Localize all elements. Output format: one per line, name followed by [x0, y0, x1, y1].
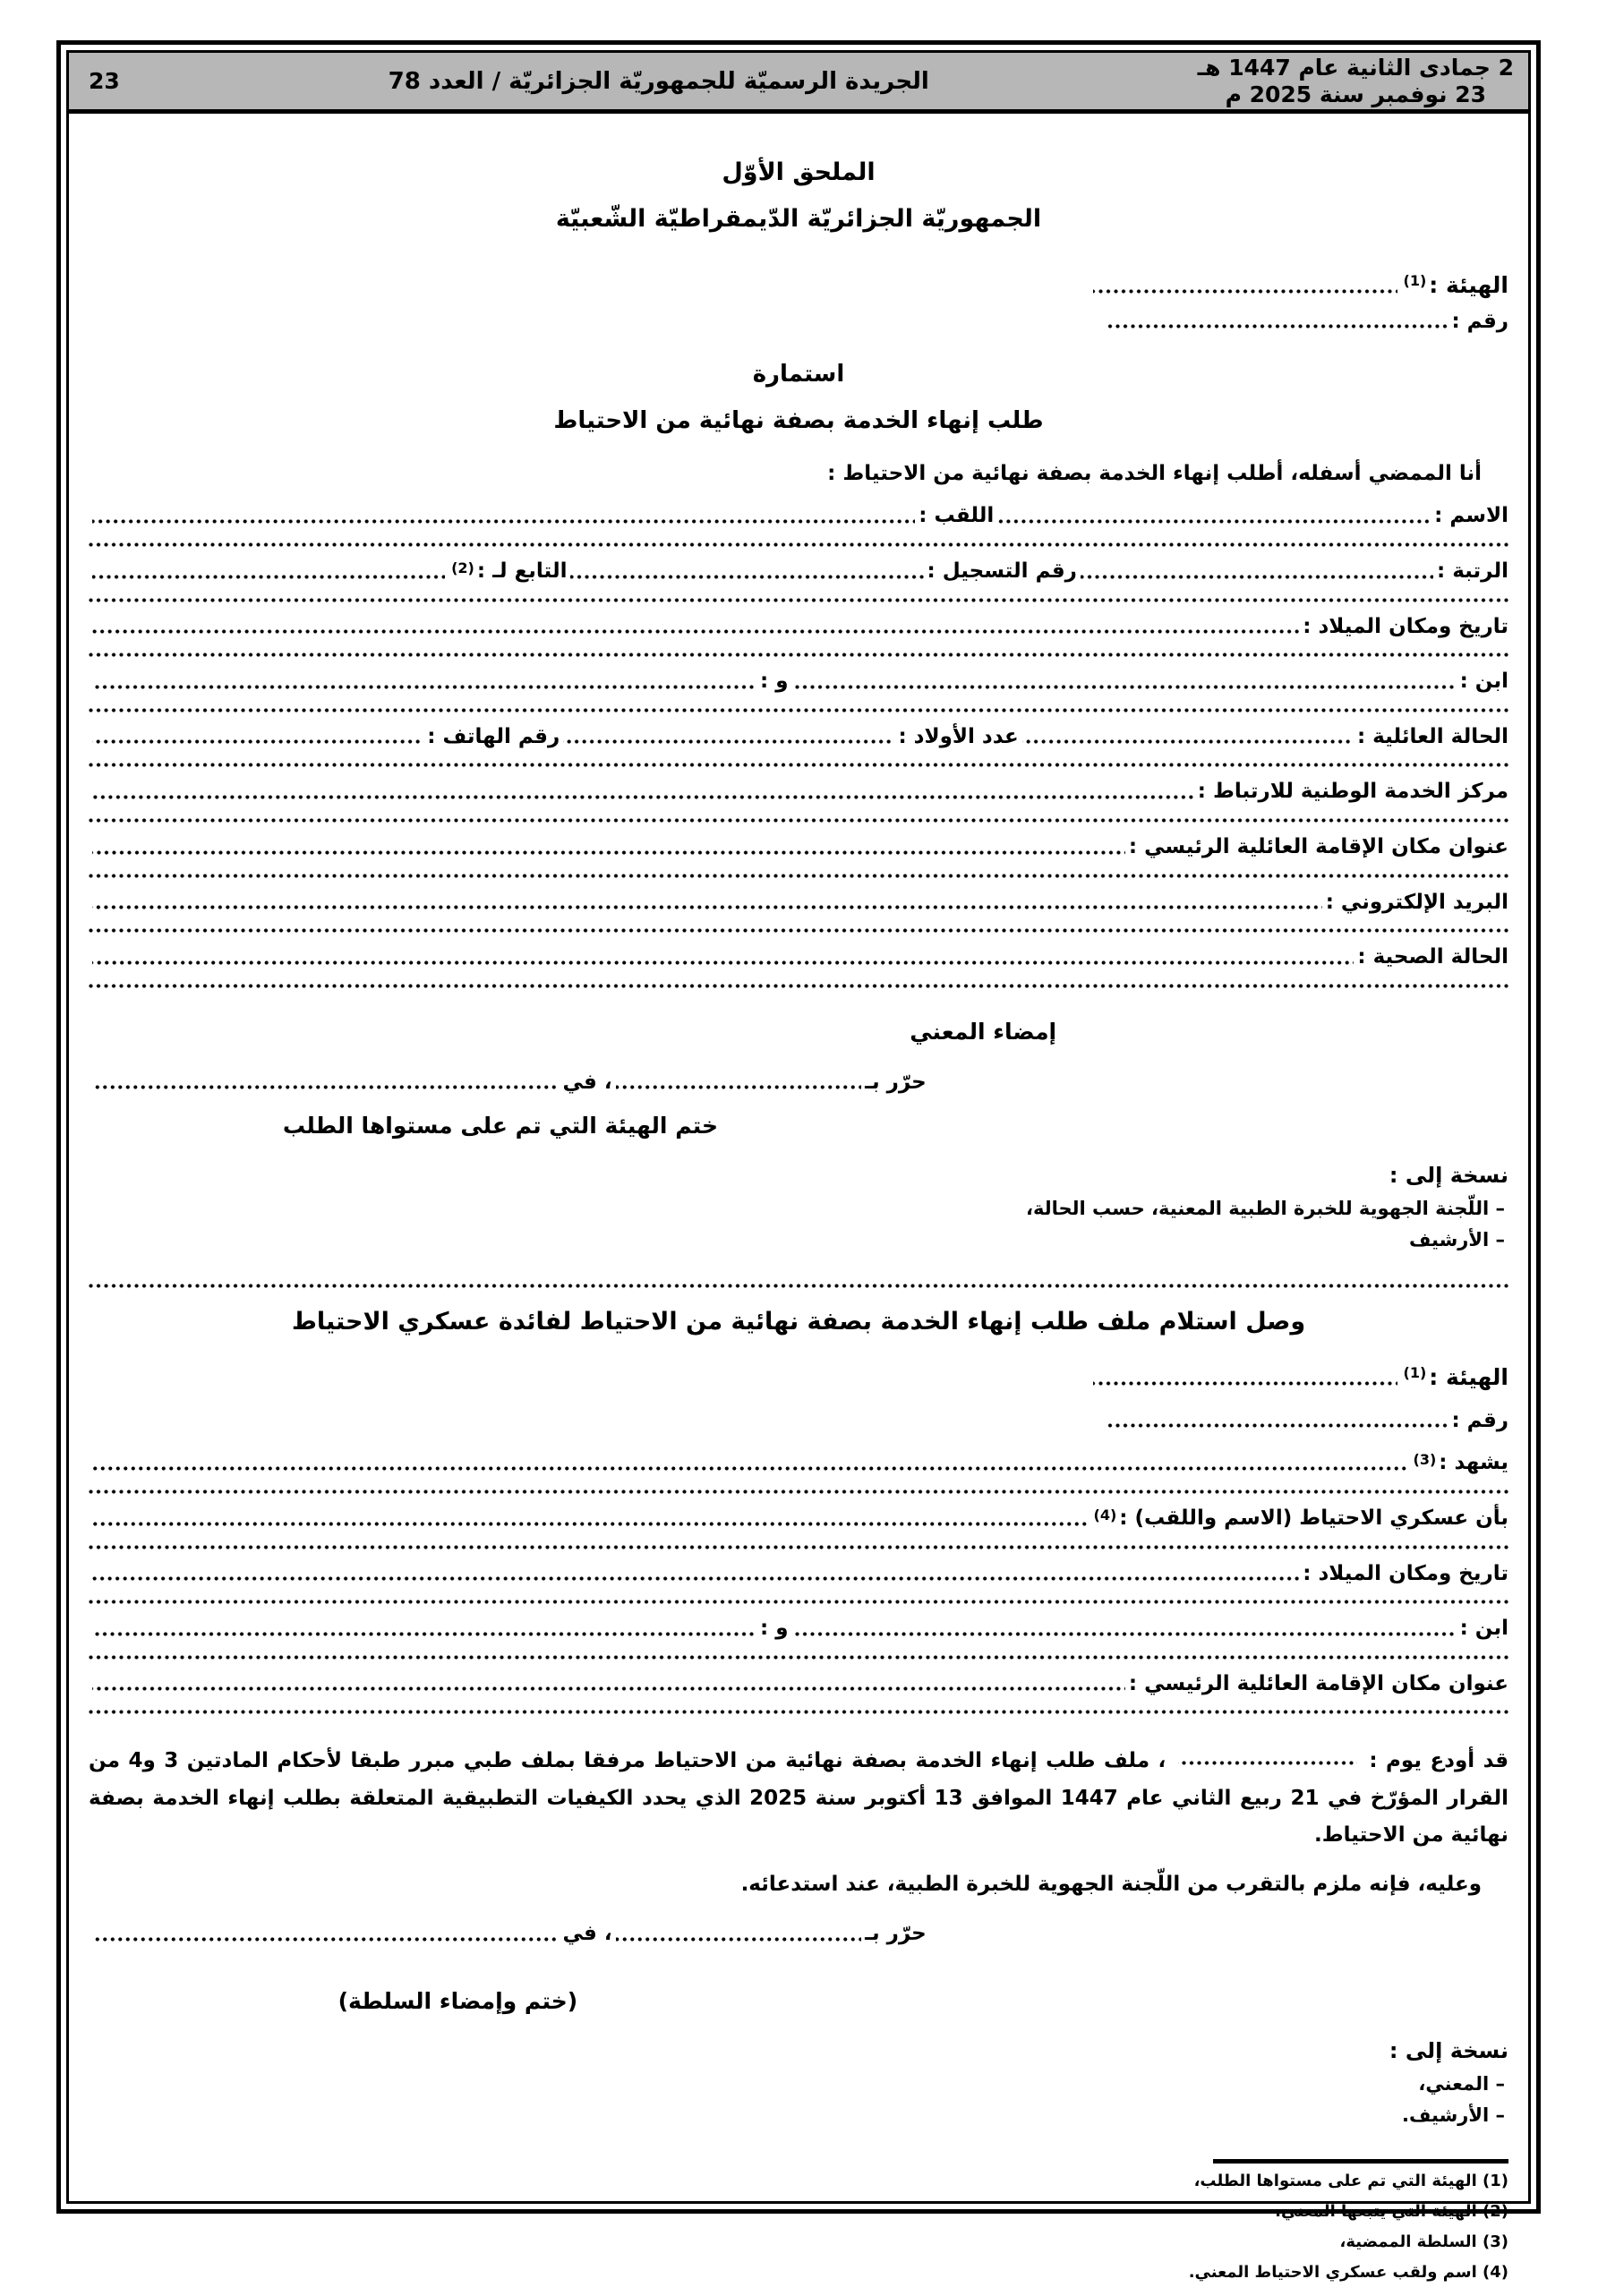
residence-dots	[92, 846, 1125, 857]
footnote: (1) الهيئة التي تم على مستواها الطلب،	[1193, 2171, 1508, 2190]
dots-row	[89, 813, 1508, 824]
copy-to-label: نسخة إلى :	[1389, 1163, 1508, 1189]
mother-dots	[92, 680, 756, 691]
footnote-ref-3: (3)	[1413, 1451, 1437, 1469]
receipt-date-dots	[92, 1933, 560, 1943]
receipt-son-of-label: ابن :	[1459, 1617, 1508, 1641]
son-of-dots	[792, 680, 1457, 691]
footnote: (4) اسم ولقب عسكري الاحتياط المعني.	[1188, 2262, 1508, 2282]
section-separator	[89, 1278, 1508, 1290]
dots-row	[89, 1704, 1508, 1716]
dots-row	[89, 537, 1508, 549]
form-intro: أنا الممضي أسفله، أطلب إنهاء الخدمة بصفة نهائية من الاحتياط :	[827, 461, 1482, 485]
residence-row	[89, 835, 1508, 860]
email-label: البريد الإلكتروني :	[1325, 890, 1508, 914]
registration-number-dots	[570, 570, 923, 581]
form-title: استمارة	[752, 361, 845, 388]
date-dots	[92, 1080, 560, 1091]
annex-title: الملحق الأوّل	[722, 158, 876, 186]
receipt-birth-label: تاريخ ومكان الميلاد :	[1303, 1561, 1508, 1585]
footnotes-block	[89, 2159, 1508, 2285]
drawn-up-on-label: ، في	[562, 1070, 612, 1094]
certify-dots	[92, 1462, 1407, 1472]
receipt-number-line	[89, 1409, 1508, 1434]
receipt-number-label: رقم :	[1451, 1408, 1508, 1432]
deposited-text: ، ملف طلب إنهاء الخدمة بصفة نهائية من الاحتياط مرفقا بملف طبي مبرر طبقا لأحكام المادتين 3 و4 من القرار المؤرّخ في 21 ربيع الثاني عام 1447 الموافق 13 أكتوبر سنة 2025 الذي يحدد الكيفيات التطبيقية المتعلقة بطلب إنهاء الخدمة بصفة نهائية من الاحتياط.	[89, 1749, 1508, 1848]
and-label: و :	[760, 670, 789, 694]
receipt-and-label: و :	[760, 1617, 789, 1641]
dots-row	[89, 923, 1508, 935]
reservist-dots	[92, 1517, 1088, 1528]
deposit-date-dots	[1178, 1756, 1357, 1767]
registration-number-label: رقم التسجيل :	[927, 559, 1077, 583]
first-name-label: الاسم :	[1434, 504, 1508, 528]
rank-dots	[1081, 570, 1433, 581]
request-stamp-caption: ختم الهيئة التي تم على مستواها الطلب	[282, 1113, 719, 1139]
receipt-authority-dots	[1093, 1377, 1397, 1387]
receipt-copy-to-label: نسخة إلى :	[1389, 2037, 1508, 2063]
authority-line	[89, 272, 1508, 299]
receipt-parents-row	[89, 1617, 1508, 1642]
deposited-label: قد أودع يوم :	[1369, 1749, 1509, 1773]
journal-dates	[1198, 55, 1514, 107]
health-label: الحالة الصحية :	[1357, 945, 1508, 969]
drawn-up-line	[89, 1071, 927, 1096]
page-number: 23	[89, 68, 120, 94]
health-dots	[92, 956, 1354, 967]
dots-row	[89, 1594, 1508, 1606]
footnote-ref-1: (1)	[1403, 271, 1427, 289]
footnote: (3) السلطة الممضية،	[1339, 2232, 1508, 2251]
email-dots	[92, 900, 1322, 911]
residence-label: عنوان مكان الإقامة العائلية الرئيسي :	[1128, 834, 1508, 858]
receipt-residence-label: عنوان مكان الإقامة العائلية الرئيسي :	[1128, 1671, 1508, 1695]
journal-header	[69, 53, 1528, 114]
page-frame	[56, 40, 1541, 2282]
dots-row	[89, 703, 1508, 714]
number-dots	[1107, 320, 1448, 330]
receipt-mother-dots	[92, 1627, 756, 1638]
receipt-authority-label: الهيئة :	[1429, 1363, 1508, 1390]
birth-label: تاريخ ومكان الميلاد :	[1303, 614, 1508, 638]
dots-row	[89, 593, 1508, 604]
dots-row	[89, 757, 1508, 769]
receipt-place-dots	[616, 1933, 862, 1943]
hijri-date: 2 جمادى الثانية عام 1447 هـ	[1197, 55, 1514, 81]
document-body	[69, 114, 1528, 2296]
dots-row	[89, 978, 1508, 990]
copy-to-item: – الأرشيف	[1409, 1229, 1505, 1251]
certify-row	[89, 1451, 1508, 1476]
phone-label: رقم الهاتف :	[427, 724, 560, 748]
copy-to-item: – اللّجنة الجهوية للخبرة الطبية المعنية، حسب الحالة،	[1026, 1198, 1505, 1220]
certify-label: يشهد :	[1439, 1451, 1508, 1475]
email-row	[89, 891, 1508, 916]
name-row	[89, 504, 1508, 529]
receipt-drawn-up-at-label: حرّر بـ	[865, 1922, 927, 1946]
attached-to-label: التابع لـ :	[476, 559, 568, 583]
form-subtitle: طلب إنهاء الخدمة بصفة نهائية من الاحتياط	[553, 406, 1044, 434]
authority-dots	[1093, 285, 1397, 295]
signature-caption: إمضاء المعني	[910, 1018, 1057, 1045]
service-center-row	[89, 780, 1508, 805]
footnote: (2) الهيئة التي يتبعها المعني،	[1275, 2201, 1508, 2221]
last-name-dots	[92, 515, 915, 525]
republic-title: الجمهوريّة الجزائريّة الدّيمقراطيّة الشّعبيّة	[555, 205, 1042, 234]
journal-title: الجريدة الرسميّة للجمهوريّة الجزائريّة / العدد 78	[388, 67, 929, 95]
health-row	[89, 945, 1508, 970]
drawn-up-at-label: حرّر بـ	[865, 1070, 927, 1094]
first-name-dots	[997, 515, 1431, 525]
obligation-line: وعليه، فإنه ملزم بالتقرب من اللّجنة الجهوية للخبرة الطبية، عند استدعائه.	[740, 1872, 1482, 1896]
dots-row	[89, 868, 1508, 880]
receipt-drawn-up-on-label: ، في	[562, 1922, 612, 1946]
deposit-paragraph	[89, 1743, 1508, 1854]
receipt-authority-line	[89, 1364, 1508, 1391]
footnotes-rule	[1213, 2159, 1508, 2164]
number-label: رقم :	[1451, 309, 1508, 333]
service-center-dots	[92, 790, 1194, 801]
family-status-dots	[1022, 735, 1354, 746]
attached-to-dots	[92, 570, 445, 581]
family-status-label: الحالة العائلية :	[1356, 724, 1508, 748]
last-name-label: اللقب :	[919, 504, 995, 528]
receipt-birth-dots	[92, 1572, 1299, 1583]
dots-row	[89, 1650, 1508, 1661]
dots-row	[89, 647, 1508, 659]
son-of-label: ابن :	[1459, 670, 1508, 694]
birth-dots	[92, 625, 1299, 636]
birth-row	[89, 615, 1508, 640]
receipt-birth-row	[89, 1562, 1508, 1587]
parents-row	[89, 670, 1508, 695]
place-dots	[616, 1080, 862, 1091]
children-count-dots	[563, 735, 894, 746]
number-line	[89, 310, 1508, 335]
footnote-ref-1: (1)	[1403, 1363, 1427, 1381]
authority-stamp-caption: (ختم وإمضاء السلطة)	[338, 1987, 578, 2014]
dots-row	[89, 1484, 1508, 1496]
receipt-title: وصل استلام ملف طلب إنهاء الخدمة بصفة نهائية من الاحتياط لفائدة عسكري الاحتياط	[291, 1308, 1306, 1336]
gregorian-date: 23 نوفمبر سنة 2025 م	[1225, 81, 1487, 107]
receipt-copy-to-item: – الأرشيف.	[1402, 2104, 1505, 2126]
receipt-drawn-up-line	[89, 1922, 927, 1947]
phone-dots	[92, 735, 423, 746]
rank-label: الرتبة :	[1436, 559, 1508, 583]
footnote-ref-4: (4)	[1093, 1506, 1117, 1524]
page-frame-inner	[66, 50, 1531, 2282]
footnote-ref-2: (2)	[451, 559, 474, 576]
receipt-residence-dots	[92, 1682, 1125, 1693]
reservist-label: بأن عسكري الاحتياط (الاسم واللقب) :	[1119, 1506, 1508, 1531]
dots-row	[89, 1540, 1508, 1551]
reservist-row	[89, 1506, 1508, 1532]
receipt-number-dots	[1107, 1419, 1448, 1430]
rank-row	[89, 559, 1508, 585]
receipt-copy-to-item: – المعني،	[1418, 2072, 1505, 2095]
children-count-label: عدد الأولاد :	[898, 724, 1019, 748]
receipt-son-of-dots	[792, 1627, 1457, 1638]
service-center-label: مركز الخدمة الوطنية للارتباط :	[1197, 780, 1508, 804]
family-status-row	[89, 725, 1508, 750]
receipt-residence-row	[89, 1672, 1508, 1697]
authority-label: الهيئة :	[1429, 271, 1508, 298]
